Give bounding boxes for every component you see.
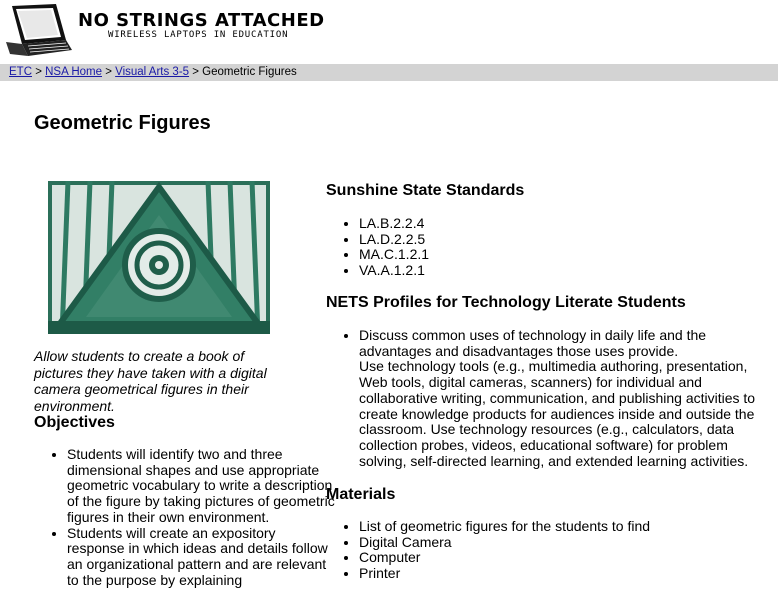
list-item: • Printer [359, 566, 778, 582]
site-subtitle: WIRELESS LAPTOPS IN EDUCATION [108, 30, 289, 40]
nets-text-2: Use technology tools (e.g., multimedia authoring, presentation, Web tools, digital cameras, scanners) for individual and collaborative writing, communication, and publishing activities to create knowledge products for audiences inside and outside the classroom. Use technology resources (e.g., calculators, data collection probes, videos, educational software) for problem solving, self-directed learning, and extended learning activities. [359, 358, 756, 469]
materials-heading: Materials [326, 486, 396, 503]
nets-heading: NETS Profiles for Technology Literate Students [326, 294, 686, 311]
standards-list [326, 216, 778, 279]
objectives-heading: Objectives [34, 414, 115, 431]
geometric-figure-photo [48, 181, 270, 334]
list-item: • Computer [359, 550, 778, 566]
list-item: • List of geometric figures for the students to find [359, 519, 778, 535]
list-item: • VA.A.1.2.1 [359, 263, 778, 279]
list-item [359, 328, 778, 469]
objectives-list [34, 447, 335, 588]
breadcrumb [0, 64, 778, 81]
standards-heading: Sunshine State Standards [326, 182, 525, 199]
laptop-icon[interactable] [4, 2, 74, 60]
nets-text-1: Discuss common uses of technology in daily life and the advantages and disadvantages those uses provide. [359, 327, 707, 359]
breadcrumb-separator: > [32, 66, 46, 78]
nets-list [326, 328, 778, 469]
list-item: • LA.B.2.2.4 [359, 216, 778, 232]
breadcrumb-separator: > [102, 66, 116, 78]
list-item: • MA.C.1.2.1 [359, 247, 778, 263]
list-item: • Students will identify two and three dimensional shapes and use appropriate geometric vocabulary to write a description of the figure by taking pictures of geometric figures in their own environment. [67, 447, 335, 526]
site-title: NO STRINGS ATTACHED [78, 10, 325, 31]
list-item: • Students will create an expository response in which ideas and details follow an organizational pattern and are relevant to the purpose by explaining [67, 526, 335, 589]
list-item: • LA.D.2.2.5 [359, 232, 778, 248]
breadcrumb-link-visual-arts[interactable]: Visual Arts 3-5 [115, 66, 190, 78]
list-item: • Digital Camera [359, 535, 778, 551]
materials-list [326, 519, 778, 582]
breadcrumb-link-nsa-home[interactable]: NSA Home [45, 66, 102, 78]
page-title: Geometric Figures [34, 112, 211, 134]
breadcrumb-link-etc[interactable]: ETC [9, 66, 32, 78]
breadcrumb-separator: > [189, 66, 203, 78]
breadcrumb-current: Geometric Figures [202, 66, 297, 78]
site-header [0, 0, 778, 64]
photo-caption: Allow students to create a book of pictures they have taken with a digital camera geometrical figures in their environment. [34, 348, 267, 414]
